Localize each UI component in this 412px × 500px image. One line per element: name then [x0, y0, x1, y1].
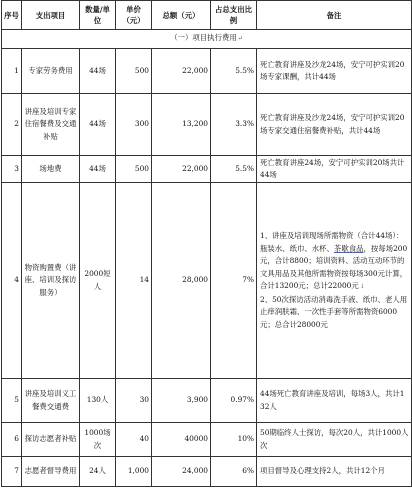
- note-paragraph-1: 1、讲座及培训现场所需物资（合计44场）：瓶装水、纸巾、水杯、茶歇食品，按每场200元，合计8800；培训资料、活动互动环节的文具用品及其他所需物资按每场300元计算，合计13200元；总计22000元↓: [260, 231, 408, 290]
- row-qty: 24人: [80, 457, 116, 487]
- row-seq: 5: [2, 379, 22, 423]
- section-title: （一）项目执行费用: [170, 33, 237, 43]
- header-ratio: 占总支出比例: [211, 1, 257, 30]
- row-price: 500: [116, 49, 152, 94]
- row-item: 场地费: [22, 156, 80, 183]
- underlined-text: 茶歇食品: [333, 243, 364, 253]
- row-item: 专家劳务费用: [22, 49, 80, 94]
- table-row: [2, 49, 412, 94]
- row-total: 22,000: [152, 156, 211, 183]
- row-total: 28,000: [152, 183, 211, 379]
- budget-table: [1, 0, 412, 487]
- row-ratio: 7%: [211, 183, 257, 379]
- row-price: 14: [116, 183, 152, 379]
- row-price: 30: [116, 379, 152, 423]
- table-row: [2, 379, 412, 423]
- section-row: [2, 30, 412, 49]
- row-note: 死亡教育讲座24场，安宁可护实训20场共计44场: [257, 156, 412, 183]
- note-paragraph-2: 2、50次探访活动消毒洗手液、纸巾、老人用止痒润肤霜、一次性手套等所需物资6000元；总合计28000元: [260, 294, 408, 329]
- header-note: 备注: [257, 1, 412, 30]
- table-row: [2, 183, 412, 379]
- row-price: 1,000: [116, 457, 152, 487]
- row-total: 24,000: [152, 457, 211, 487]
- row-note: 50期临终人士探访，每次20人，共计1000人次: [257, 423, 412, 457]
- table-row: [2, 423, 412, 457]
- row-note: 死亡教育讲座及沙龙24场，安宁可护实训20场专家交通住宿餐费补贴，共计44场: [257, 94, 412, 156]
- row-price: 40: [116, 423, 152, 457]
- row-item: 志愿者督导费用: [22, 457, 80, 487]
- header-item: 支出项目: [22, 1, 80, 30]
- row-ratio: 5.5%: [211, 49, 257, 94]
- row-item: 讲座及培训专家住宿餐费及交通补贴: [22, 94, 80, 156]
- row-qty: 1000场次: [80, 423, 116, 457]
- row-seq: 6: [2, 423, 22, 457]
- row-seq: 4: [2, 183, 22, 379]
- header-price: 单价（元）: [116, 1, 152, 30]
- row-note: 44场死亡教育讲座及培训，每场3人，共计132人: [257, 379, 412, 423]
- row-qty: 130人: [80, 379, 116, 423]
- row-note: 项目督导及心理支持2人，共计12个月: [257, 457, 412, 487]
- row-qty: 44场: [80, 49, 116, 94]
- row-note: [257, 183, 412, 379]
- row-seq: 1: [2, 49, 22, 94]
- table-header-row: [2, 1, 412, 30]
- row-qty: 44场: [80, 156, 116, 183]
- row-note: 死亡教育讲座及沙龙24场，安宁可护实训20场专家课酬，共计44场: [257, 49, 412, 94]
- row-qty: 2000短人: [80, 183, 116, 379]
- row-item: 物资购置费（讲座、培训及探访服务）: [22, 183, 80, 379]
- row-ratio: 3.3%: [211, 94, 257, 156]
- row-qty: 44场: [80, 94, 116, 156]
- row-total: 3,900: [152, 379, 211, 423]
- row-total: 22,000: [152, 49, 211, 94]
- table-row: [2, 156, 412, 183]
- row-total: 13,200: [152, 94, 211, 156]
- row-seq: 3: [2, 156, 22, 183]
- header-seq: 序号: [2, 1, 22, 30]
- row-item: 探访志愿者补贴: [22, 423, 80, 457]
- table-row: [2, 94, 412, 156]
- paragraph-mark: ↵: [237, 35, 243, 43]
- row-ratio: 5.5%: [211, 156, 257, 183]
- header-total: 总额（元）: [152, 1, 211, 30]
- table-row: [2, 457, 412, 487]
- row-price: 300: [116, 94, 152, 156]
- arrow-mark: ↓: [359, 283, 365, 290]
- row-ratio: 6%: [211, 457, 257, 487]
- row-ratio: 0.97%: [211, 379, 257, 423]
- row-price: 500: [116, 156, 152, 183]
- row-ratio: 10%: [211, 423, 257, 457]
- header-qty: 数量/单位: [80, 1, 116, 30]
- row-item: 讲座及培训义工餐费交通费: [22, 379, 80, 423]
- row-seq: 7: [2, 457, 22, 487]
- row-total: 40000: [152, 423, 211, 457]
- row-seq: 2: [2, 94, 22, 156]
